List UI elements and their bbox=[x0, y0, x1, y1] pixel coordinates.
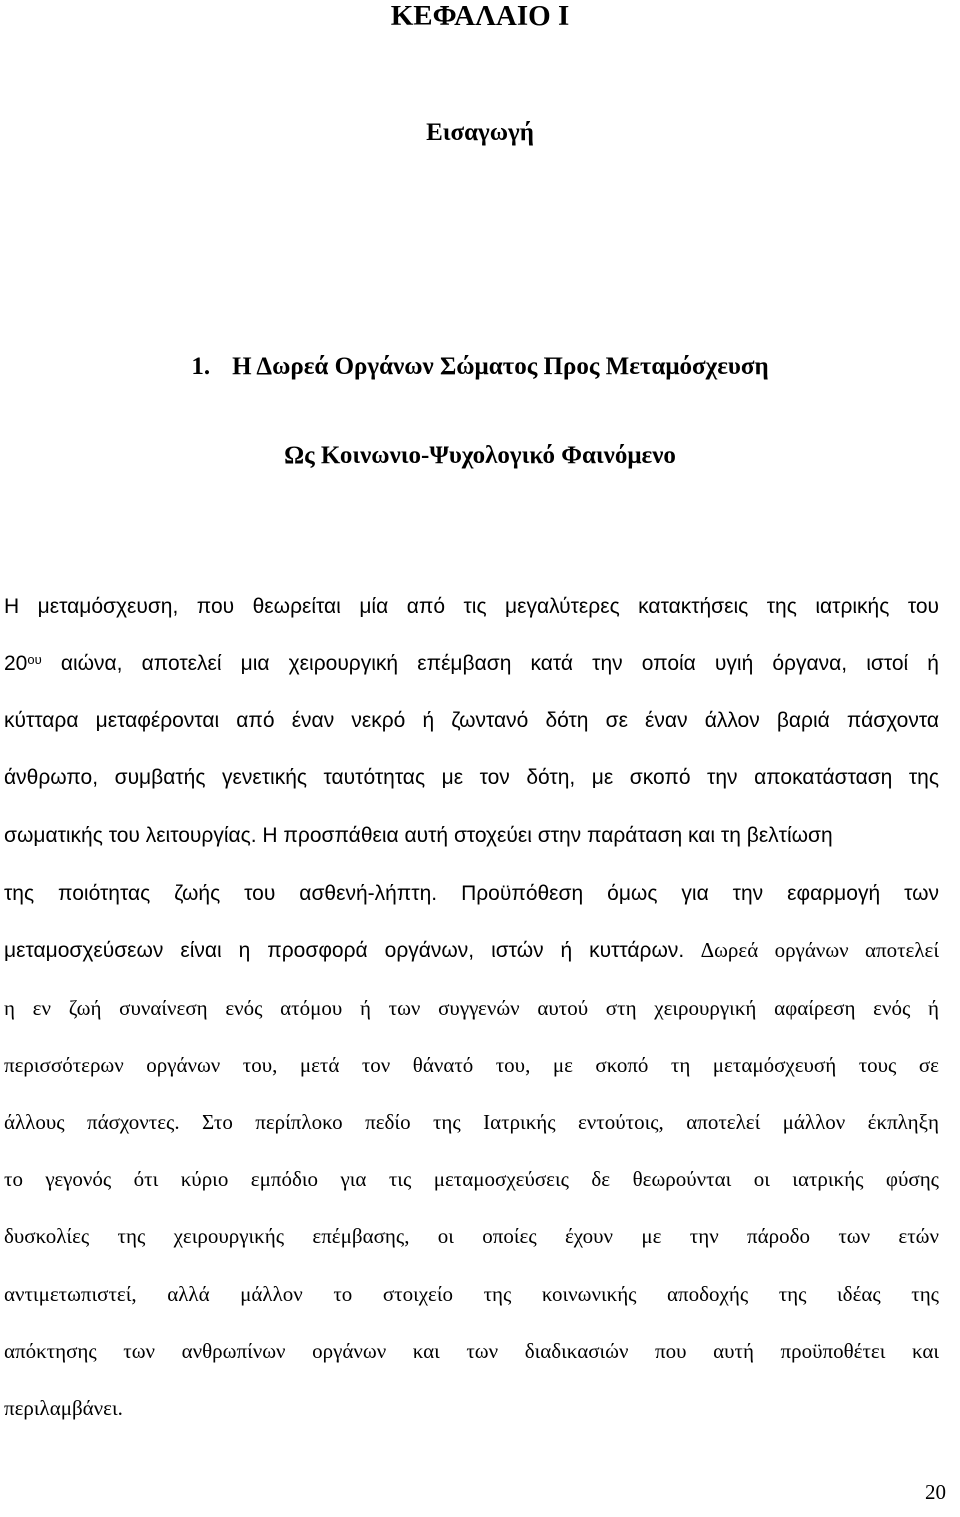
line-text: αιώνα, αποτελεί μια χειρουργική επέμβαση κατά την οποία υγιή όργανα, ιστοί ή bbox=[41, 652, 939, 675]
paragraph-line: περισσότερων οργάνων του, μετά τον θάνατό του, με σκοπό τη μεταμόσχευσή τους σε bbox=[4, 1053, 939, 1077]
intro-heading: Εισαγωγή bbox=[426, 119, 534, 146]
paragraph-line bbox=[4, 1108, 939, 1136]
section-heading-line2: Ως Κοινωνιο-Ψυχολογικό Φαινόμενο bbox=[284, 442, 676, 469]
page-number: 20 bbox=[925, 1480, 946, 1504]
chapter-title: ΚΕΦΑΛΑΙΟ Ι bbox=[390, 0, 570, 32]
line-text: μεταμοσχεύσεων είναι η προσφορά οργάνων, ιστών ή κυττάρων. bbox=[4, 939, 685, 962]
paragraph-line bbox=[4, 936, 939, 964]
paragraph-line: η εν ζωή συναίνεση ενός ατόμου ή των συγγενών αυτού στη χειρουργική αφαίρεση ενός ή bbox=[4, 996, 939, 1020]
paragraph-line: απόκτησης των ανθρωπίνων οργάνων και των διαδικασιών που αυτή προϋποθέτει και bbox=[4, 1339, 939, 1363]
line-text: 20 bbox=[4, 652, 28, 675]
paragraph-line: σωματικής του λειτουργίας. Η προσπάθεια αυτή στοχεύει στην παράταση και τη βελτίωση bbox=[4, 824, 833, 847]
paragraph-line: δυσκολίες της χειρουργικής επέμβασης, οι οποίες έχουν με την πάροδο των ετών bbox=[4, 1224, 939, 1248]
line-text: Στο περίπλοκο πεδίο της Ιατρικής εντούτοις, αποτελεί μάλλον έκπληξη bbox=[202, 1110, 940, 1134]
paragraph-line: άνθρωπο, συμβατής γενετικής ταυτότητας με τον δότη, με σκοπό την αποκατάσταση της bbox=[4, 766, 939, 789]
paragraph-line: κύτταρα μεταφέρονται από έναν νεκρό ή ζωντανό δότη σε έναν άλλον βαριά πάσχοντα bbox=[4, 709, 939, 732]
superscript: ου bbox=[27, 652, 42, 667]
paragraph-line: το γεγονός ότι κύριο εμπόδιο για τις μεταμοσχεύσεις δε θεωρούνται οι ιατρικής φύσης bbox=[4, 1167, 939, 1191]
section-heading-line1 bbox=[0, 353, 960, 381]
section-number: 1. bbox=[191, 353, 211, 380]
line-text: Δωρεά οργάνων αποτελεί bbox=[700, 938, 940, 962]
paragraph-line: Η μεταμόσχευση, που θεωρείται μία από τις μεγαλύτερες κατακτήσεις της ιατρικής του bbox=[4, 595, 939, 618]
paragraph-line: αντιμετωπιστεί, αλλά μάλλον το στοιχείο της κοινωνικής αποδοχής της ιδέας της bbox=[4, 1282, 939, 1306]
paragraph-line: της ποιότητας ζωής του ασθενή-λήπτη. Προϋπόθεση όμως για την εφαρμογή των bbox=[4, 882, 939, 905]
paragraph-line: περιλαμβάνει. bbox=[4, 1396, 123, 1420]
line-text: άλλους πάσχοντες. bbox=[4, 1110, 180, 1134]
paragraph-line bbox=[4, 650, 939, 678]
section-title: Η Δωρεά Οργάνων Σώματος Προς Μεταμόσχευση bbox=[232, 353, 769, 380]
